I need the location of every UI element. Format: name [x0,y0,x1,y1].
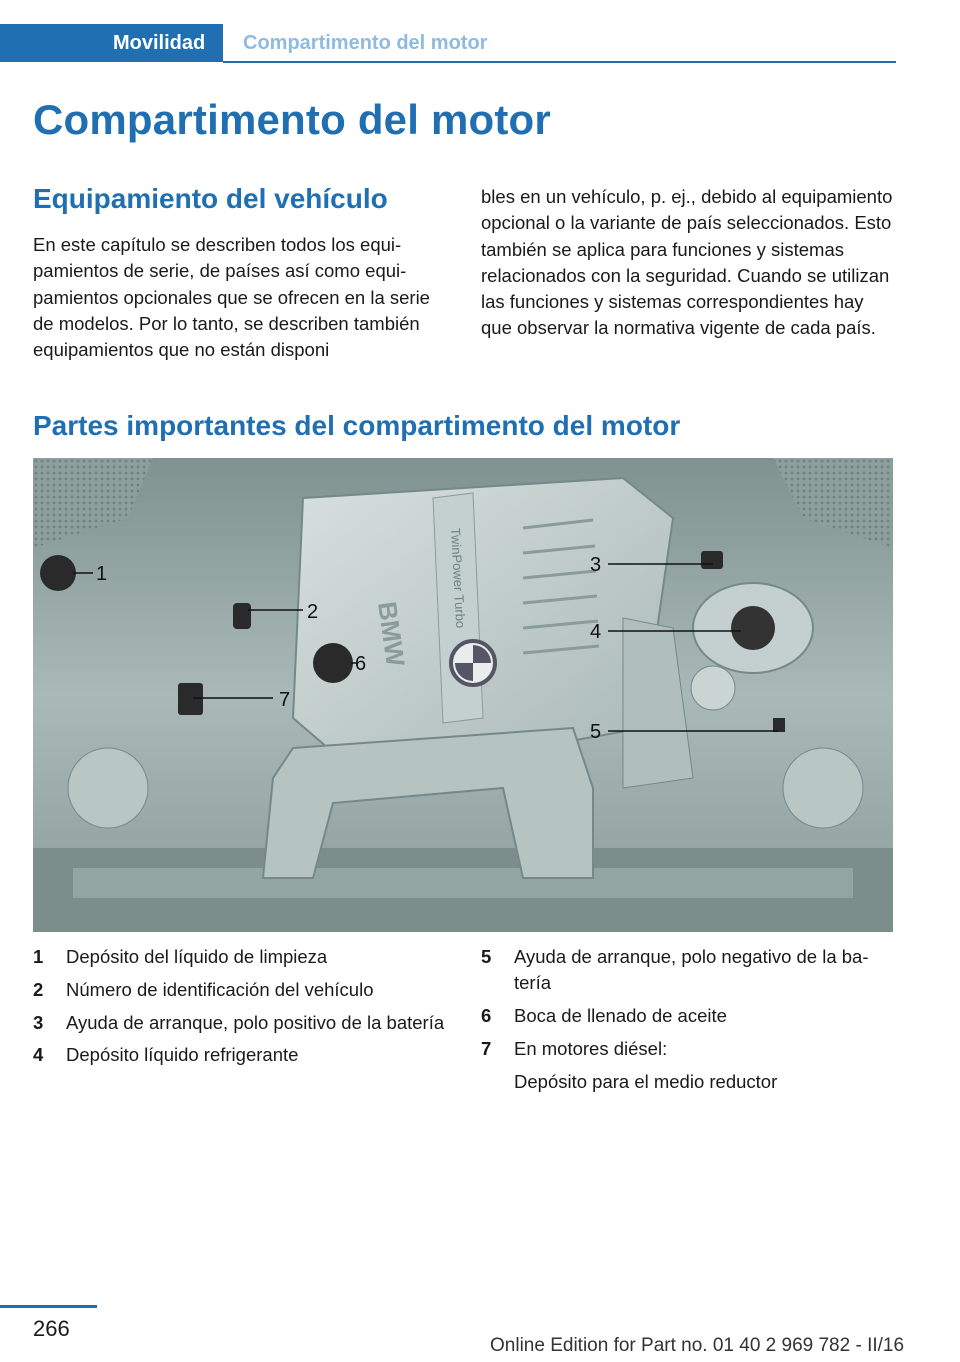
callout-3: 3 [590,554,602,576]
footer-divider [0,1305,97,1308]
parts-heading: Partes importantes del compartimento del motor [33,410,681,441]
list-item [33,944,446,970]
page-title: Compartimento del motor [33,96,551,143]
engine-compartment-figure [33,458,893,932]
legend-subtext: Depósito para el medio reductor [514,1070,778,1092]
list-item [33,977,446,1003]
cover-model-text: TwinPower Turbo [448,527,469,629]
page-number: 266 [33,1316,70,1341]
legend-text: Número de identificación del vehículo [66,978,374,1000]
legend-text: Ayuda de arranque, polo negativo de la batería [514,946,869,994]
legend-text: Boca de llenado de aceite [514,1005,727,1027]
list-item [481,944,895,997]
callout-2: 2 [307,601,319,623]
legend-right [481,944,895,1101]
legend-text: Depósito del líquido de limpieza [66,946,328,967]
legend-left [33,944,446,1075]
legend-number: 3 [33,1011,44,1033]
legend-number: 7 [481,1037,492,1059]
legend-number: 1 [33,946,44,967]
callout-4: 4 [590,621,602,643]
list-item [481,1003,895,1029]
legend-text: Ayuda de arranque, polo positivo de la batería [66,1011,445,1033]
cover-brand-text: BMW [372,599,411,669]
coolant-cap [731,606,775,650]
washer-cap [40,555,76,591]
equipment-heading: Equipamiento del vehículo [33,183,388,214]
reductant-tank-cap [178,683,203,715]
callout-7: 7 [279,689,291,711]
equipment-text-left: En este capítulo se describen todos los equipamientos de serie, de países así como equipamientos opcionales que se ofrecen en la serie de modelos. Por lo tanto, se describen también equipamientos que no están disponi [33,234,430,361]
engine-cover [293,478,673,778]
callout-5: 5 [590,721,602,743]
equipment-text-right: bles en un vehículo, p. ej., debido al equipamiento opcional o la variante de país seleccionados. Esto también se aplica para funciones y sistemas relacionados con la seguridad. Cuando se utilizan las funciones y sistemas correspondientes hay que observar la normativa vigente de cada país. [481,186,893,339]
legend-number: 6 [481,1005,492,1027]
legend-number: 4 [33,1044,44,1066]
list-item [481,1036,895,1095]
list-item [33,1042,446,1068]
header-divider [223,61,896,63]
oil-filler-cap [313,643,353,683]
callout-6: 6 [355,653,367,675]
legend-number: 2 [33,978,44,1000]
legend-text: Depósito líquido refrigerante [66,1044,299,1066]
legend-text: En motores diésel: [514,1037,668,1059]
list-item [33,1010,446,1036]
section-tab[interactable]: Movilidad [0,24,223,62]
page-header [0,24,896,62]
legend-number: 5 [481,946,492,967]
callout-1: 1 [96,563,108,585]
edition-note: Online Edition for Part no. 01 40 2 969 782 - II/16 [490,1335,905,1356]
page-tab[interactable]: Compartimento del motor [243,32,488,54]
